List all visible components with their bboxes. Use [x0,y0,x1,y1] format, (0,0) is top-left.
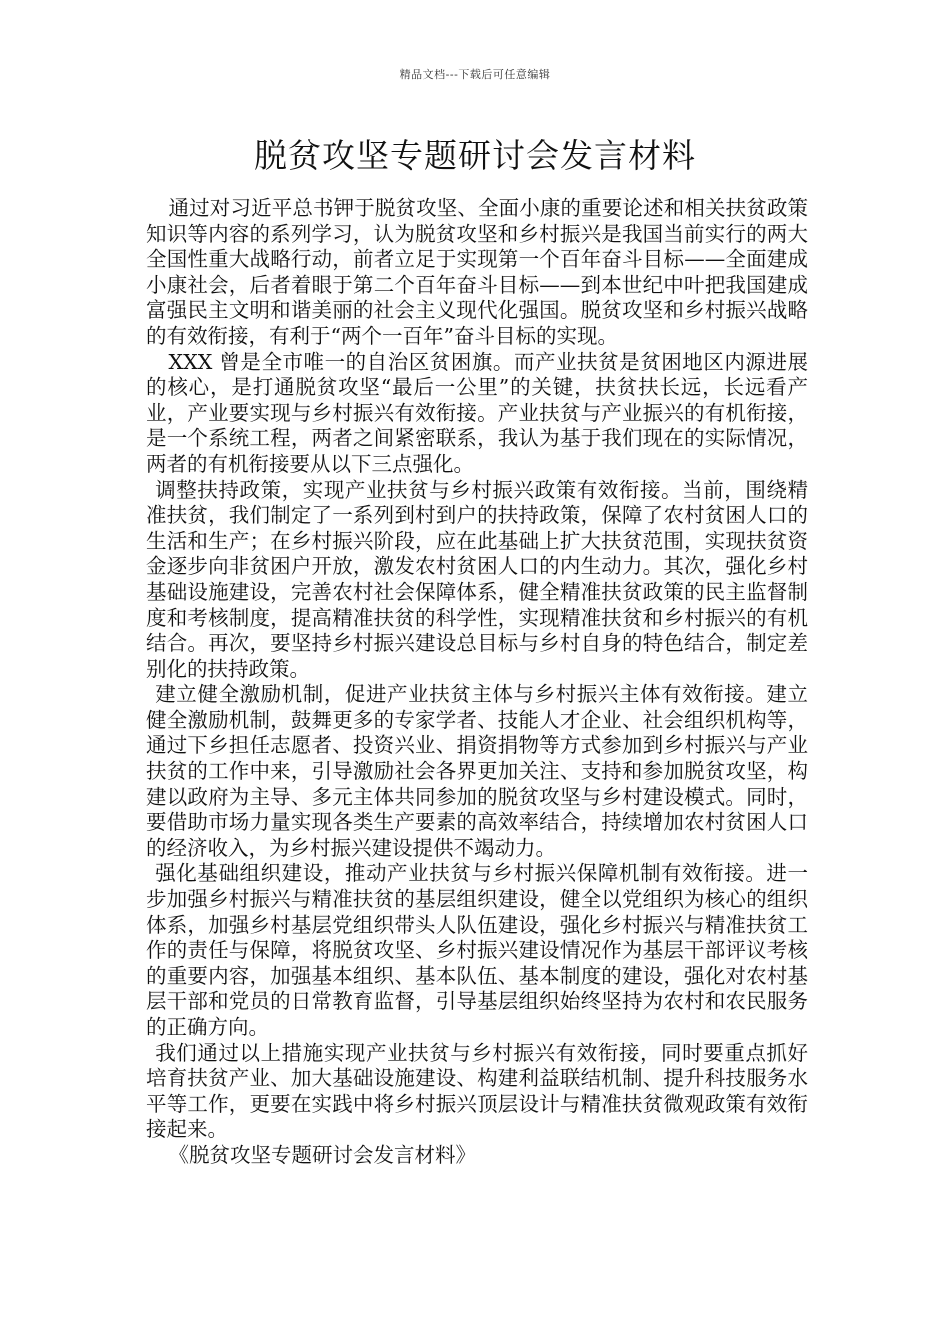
paragraph-background: XXX 曾是全市唯一的自治区贫困旗。而产业扶贫是贫困地区内源进展的核心，是打通脱贫攻坚“最后一公里”的关键，扶贫扶长远，长远看产业，产业要实现与乡村振兴有效衔接。产业扶贫与产业振兴的有机衔接，是一个系统工程，两者之间紧密联系，我认为基于我们现在的实际情况，两者的有机衔接要从以下三点强化。 [146,349,808,476]
paragraph-title-reference: 《脱贫攻坚专题研讨会发言材料》 [168,1142,477,1167]
paragraph-intro: 通过对习近平总书钾于脱贫攻坚、全面小康的重要论述和相关扶贫政策知识等内容的系列学习，认为脱贫攻坚和乡村振兴是我国当前实行的两大全国性重大战略行动，前者立足于实现第一个百年奋斗目标——全面建成小康社会，后者着眼于第二个百年奋斗目标——到本世纪中叶把我国建成富强民主文明和谐美丽的社会主义现代化强国。脱贫攻坚和乡村振兴战略的有效衔接，有利于“两个一百年”奋斗目标的实现。 [146,196,808,348]
document-title: 脱贫攻坚专题研讨会发言材料 [254,136,696,175]
header-note: 精品文档---下载后可任意编辑 [399,68,551,81]
paragraph-incentive: 建立健全激励机制，促进产业扶贫主体与乡村振兴主体有效衔接。建立健全激励机制，鼓舞更多的专家学者、技能人才企业、社会组织机构等，通过下乡担任志愿者、投资兴业、捐资捐物等方式参加到乡村振兴与产业扶贫的工作中来，引导激励社会各界更加关注、支持和参加脱贫攻坚，构建以政府为主导、多元主体共同参加的脱贫攻坚与乡村建设模式。同时，要借助市场力量实现各类生产要素的高效率结合，持续增加农村贫困人口的经济收入，为乡村振兴建设提供不竭动力。 [146,682,808,860]
paragraph-policy: 调整扶持政策，实现产业扶贫与乡村振兴政策有效衔接。当前，围绕精准扶贫，我们制定了一系列到村到户的扶持政策，保障了农村贫困人口的生活和生产；在乡村振兴阶段，应在此基础上扩大扶贫范围，实现扶贫资金逐步向非贫困户开放，激发农村贫困人口的内生动力。其次，强化乡村基础设施建设，完善农村社会保障体系，健全精准扶贫政策的民主监督制度和考核制度，提高精准扶贫的科学性，实现精准扶贫和乡村振兴的有机结合。再次，要坚持乡村振兴建设总目标与乡村自身的特色结合，制定差别化的扶持政策。 [146,477,808,681]
paragraph-conclusion: 我们通过以上措施实现产业扶贫与乡村振兴有效衔接，同时要重点抓好培育扶贫产业、加大基础设施建设、构建利益联结机制、提升科技服务水平等工作，更要在实践中将乡村振兴顶层设计与精准扶贫微观政策有效衔接起来。 [146,1040,808,1142]
document-body [146,196,808,1169]
paragraph-organization: 强化基础组织建设，推动产业扶贫与乡村振兴保障机制有效衔接。进一步加强乡村振兴与精准扶贫的基层组织建设，健全以党组织为核心的组织体系，加强乡村基层党组织带头人队伍建设，强化乡村振兴与精准扶贫工作的责任与保障，将脱贫攻坚、乡村振兴建设情况作为基层干部评议考核的重要内容，加强基本组织、基本队伍、基本制度的建设，强化对农村基层干部和党员的日常教育监督，引导基层组织始终坚持为农村和农民服务的正确方向。 [146,861,808,1039]
